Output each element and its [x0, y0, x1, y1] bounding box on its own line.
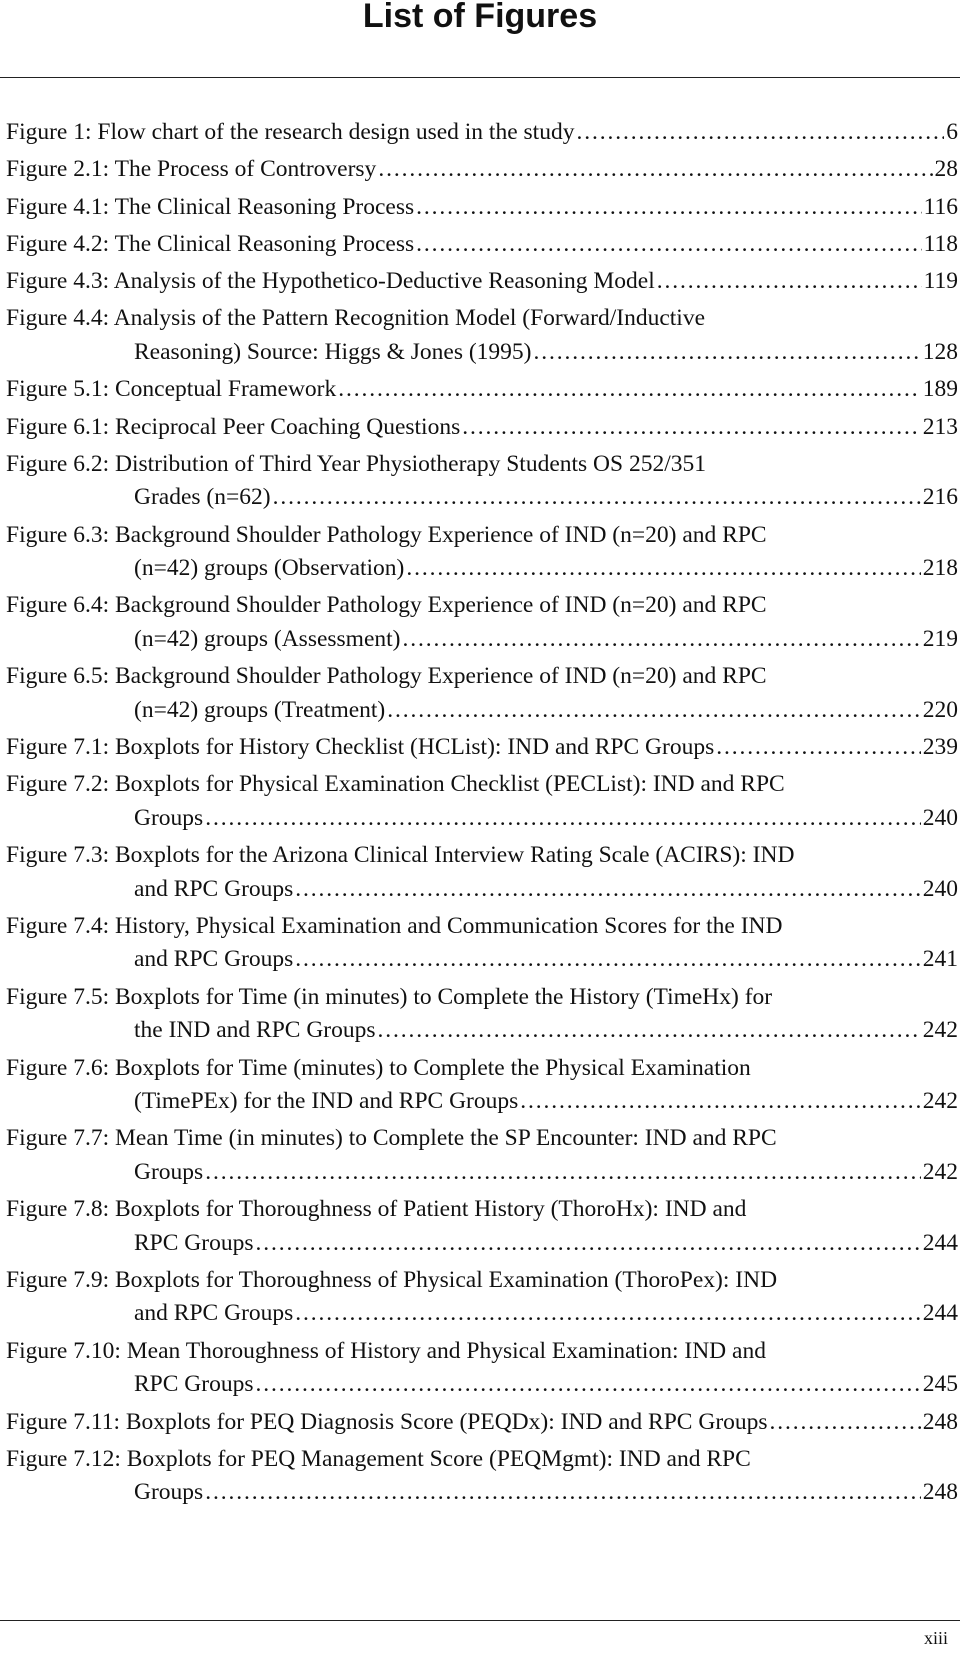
figure-entry[interactable]	[6, 839, 958, 906]
figure-page-number: 216	[922, 484, 958, 511]
dot-leader	[205, 1156, 921, 1190]
figure-entry[interactable]	[6, 1443, 958, 1510]
figure-caption: Figure 6.2: Distribution of Third Year Physiotherapy Students OS 252/351	[6, 450, 706, 477]
figure-page-number: 242	[922, 1017, 958, 1044]
figure-caption: the IND and RPC Groups	[134, 1017, 376, 1044]
figure-page-number: 239	[922, 734, 958, 761]
figure-caption: Figure 4.1: The Clinical Reasoning Process	[6, 193, 415, 220]
figure-caption: Figure 7.6: Boxplots for Time (minutes) to Complete the Physical Examination	[6, 1054, 751, 1081]
figure-caption: Figure 7.8: Boxplots for Thoroughness of Patient History (ThoroHx): IND and	[6, 1196, 747, 1223]
figure-entry[interactable]	[6, 1193, 958, 1260]
figure-entry[interactable]	[6, 768, 958, 835]
dot-leader	[387, 694, 920, 728]
figure-page-number: 241	[922, 946, 958, 973]
dot-leader	[416, 191, 921, 225]
figure-entry[interactable]	[6, 448, 958, 515]
figure-entry[interactable]	[6, 731, 958, 765]
figure-page-number: 218	[922, 555, 958, 582]
figure-entry[interactable]	[6, 1264, 958, 1331]
figure-entry[interactable]	[6, 153, 958, 187]
figure-caption: Figure 7.5: Boxplots for Time (in minutes) to Complete the History (TimeHx) for	[6, 983, 773, 1010]
figure-entry[interactable]	[6, 265, 958, 299]
dot-leader	[295, 943, 920, 977]
dot-leader	[273, 481, 921, 515]
figure-entry[interactable]	[6, 519, 958, 586]
dot-leader	[416, 228, 921, 262]
dot-leader	[657, 265, 922, 299]
figure-caption: (n=42) groups (Assessment)	[134, 625, 401, 652]
figure-entry[interactable]	[6, 981, 958, 1048]
figure-page-number: 244	[922, 1300, 958, 1327]
figure-caption: Figure 7.2: Boxplots for Physical Examination Checklist (PECList): IND and RPC	[6, 771, 785, 798]
figure-caption: Figure 1: Flow chart of the research design used in the study	[6, 119, 575, 145]
figure-caption: Figure 6.1: Reciprocal Peer Coaching Questions	[6, 413, 461, 440]
list-of-figures	[6, 116, 958, 1510]
figure-entry[interactable]	[6, 589, 958, 656]
figure-page-number: 240	[922, 804, 958, 831]
figure-caption: Figure 7.11: Boxplots for PEQ Diagnosis Score (PEQDx): IND and RPC Groups	[6, 1408, 768, 1435]
figure-page-number: 128	[922, 338, 958, 365]
dot-leader	[406, 552, 920, 586]
figure-page-number: 242	[922, 1158, 958, 1185]
figure-entry[interactable]	[6, 116, 958, 150]
figure-page-number: 6	[946, 119, 958, 145]
figure-page-number: 242	[922, 1088, 958, 1115]
figure-caption: RPC Groups	[134, 1229, 254, 1256]
figure-page-number: 116	[923, 193, 958, 220]
dot-leader	[403, 623, 921, 657]
figure-caption: Groups	[134, 804, 204, 831]
figure-entry[interactable]	[6, 228, 958, 262]
figure-page-number: 219	[922, 625, 958, 652]
dot-leader	[338, 373, 921, 407]
figure-page-number: 28	[934, 156, 958, 183]
figure-entry[interactable]	[6, 1406, 958, 1440]
figure-caption: Figure 7.10: Mean Thoroughness of History and Physical Examination: IND and	[6, 1337, 766, 1364]
figure-caption: Figure 5.1: Conceptual Framework	[6, 376, 337, 403]
dot-leader	[295, 873, 920, 907]
figure-caption: and RPC Groups	[134, 875, 294, 902]
figure-caption: and RPC Groups	[134, 1300, 294, 1327]
figure-page-number: 220	[922, 696, 958, 723]
dot-leader	[576, 116, 944, 150]
dot-leader	[716, 731, 921, 765]
dot-leader	[520, 1085, 920, 1119]
figure-caption: Figure 7.4: History, Physical Examination and Communication Scores for the IND	[6, 912, 783, 939]
figure-caption: Figure 6.3: Background Shoulder Pathology Experience of IND (n=20) and RPC	[6, 521, 767, 548]
dot-leader	[378, 1014, 921, 1048]
footer-rule	[0, 1620, 960, 1621]
page-title: List of Figures	[362, 0, 598, 35]
figure-caption: Figure 7.12: Boxplots for PEQ Management Score (PEQMgmt): IND and RPC	[6, 1445, 751, 1472]
dot-leader	[205, 1476, 921, 1510]
dot-leader	[534, 336, 921, 370]
figure-entry[interactable]	[6, 373, 958, 407]
figure-page-number: 248	[922, 1408, 958, 1435]
figure-caption: Reasoning) Source: Higgs & Jones (1995)	[134, 338, 532, 365]
figure-caption: Figure 4.3: Analysis of the Hypothetico-Deductive Reasoning Model	[6, 268, 655, 295]
figure-caption: Figure 6.4: Background Shoulder Pathology Experience of IND (n=20) and RPC	[6, 592, 767, 619]
page-number-folio: xiii	[923, 1628, 948, 1648]
dot-leader	[462, 411, 921, 445]
figure-page-number: 213	[922, 413, 958, 440]
figure-caption: Figure 7.9: Boxplots for Thoroughness of Physical Examination (ThoroPex): IND	[6, 1266, 778, 1293]
figure-page-number: 118	[923, 230, 958, 257]
figure-caption: Figure 7.3: Boxplots for the Arizona Clinical Interview Rating Scale (ACIRS): IND	[6, 842, 795, 869]
dot-leader	[378, 153, 932, 187]
figure-caption: Figure 2.1: The Process of Controversy	[6, 156, 377, 183]
figure-entry[interactable]	[6, 191, 958, 225]
figure-page-number: 119	[923, 268, 958, 295]
header-rule	[0, 77, 960, 78]
figure-entry[interactable]	[6, 910, 958, 977]
dot-leader	[256, 1227, 921, 1261]
figure-page-number: 189	[922, 376, 958, 403]
figure-page-number: 248	[922, 1479, 958, 1506]
figure-caption: and RPC Groups	[134, 946, 294, 973]
figure-entry[interactable]	[6, 411, 958, 445]
dot-leader	[770, 1406, 921, 1440]
figure-page-number: 244	[922, 1229, 958, 1256]
figure-caption: Grades (n=62)	[134, 484, 271, 511]
figure-caption: (n=42) groups (Observation)	[134, 555, 405, 582]
dot-leader	[295, 1297, 920, 1331]
figure-page-number: 245	[922, 1371, 958, 1398]
figure-caption: Figure 4.4: Analysis of the Pattern Recognition Model (Forward/Inductive	[6, 305, 706, 332]
figure-caption: Figure 7.1: Boxplots for History Checklist (HCList): IND and RPC Groups	[6, 734, 715, 761]
figure-entry[interactable]	[6, 302, 958, 369]
figure-entry[interactable]	[6, 1335, 958, 1402]
figure-caption: (TimePEx) for the IND and RPC Groups	[134, 1088, 519, 1115]
figure-entry[interactable]	[6, 660, 958, 727]
figure-caption: Figure 7.7: Mean Time (in minutes) to Complete the SP Encounter: IND and RPC	[6, 1125, 777, 1152]
figure-caption: Figure 6.5: Background Shoulder Pathology Experience of IND (n=20) and RPC	[6, 663, 767, 690]
figure-caption: Groups	[134, 1479, 204, 1506]
dot-leader	[256, 1368, 921, 1402]
dot-leader	[205, 802, 921, 836]
figure-entry[interactable]	[6, 1052, 958, 1119]
figure-caption: Figure 4.2: The Clinical Reasoning Process	[6, 230, 415, 257]
figure-caption: (n=42) groups (Treatment)	[134, 696, 386, 723]
figure-entry[interactable]	[6, 1122, 958, 1189]
figure-caption: RPC Groups	[134, 1371, 254, 1398]
figure-caption: Groups	[134, 1158, 204, 1185]
figure-page-number: 240	[922, 875, 958, 902]
